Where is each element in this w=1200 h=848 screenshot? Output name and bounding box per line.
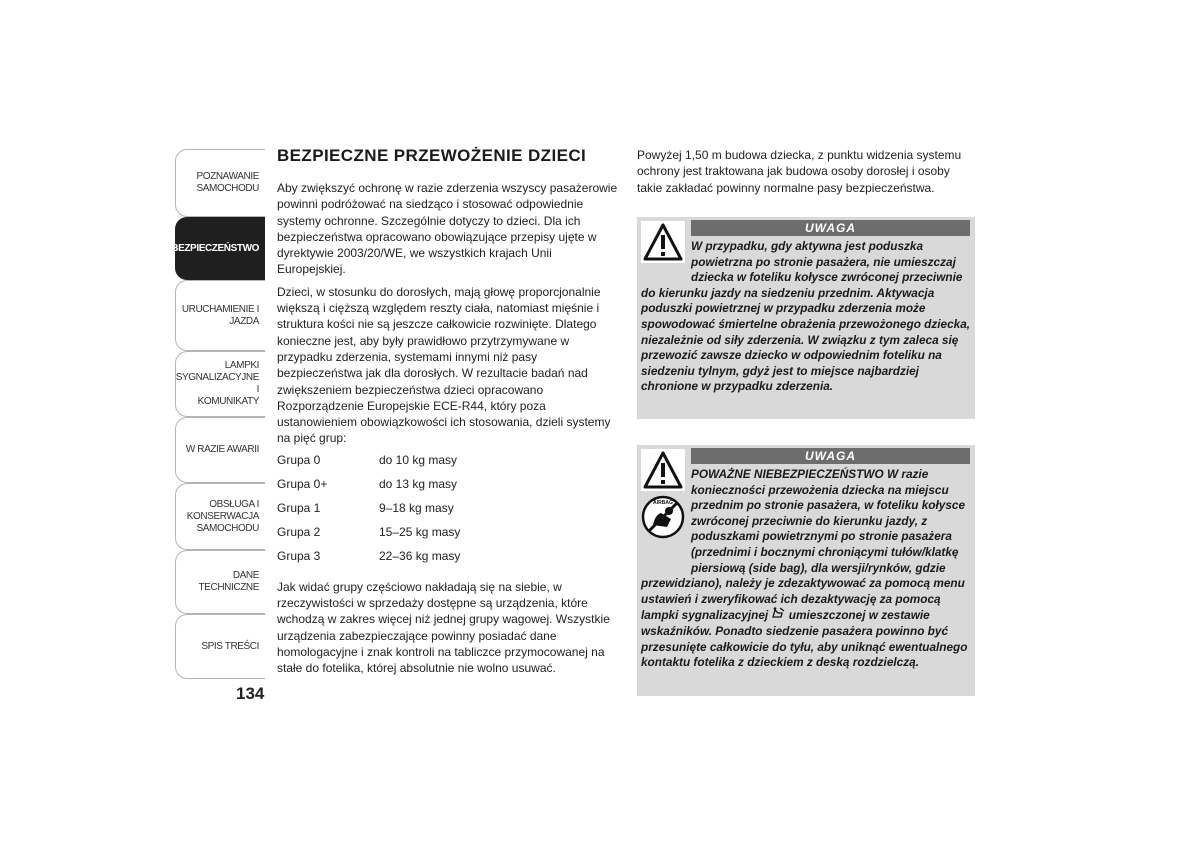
group-name: Grupa 0+ — [277, 476, 328, 491]
paragraph-children: Dzieci, w stosunku do dorosłych, mają głowę proporcjonalnie większą i cięższą względem reszty ciała, natomiast mięśnie i struktura kości nie są jeszcze całkowicie rozwinięte. Dlatego konieczne jest, aby były prawidłowo przytrzymywane w przypadku zderzenia, systemami innymi niż pasy bezpieczeństwa jak dla dorosłych. W rezultacie badań nad zwiększeniem bezpieczeństwa dzieci opracowano Rozporządzenie Europejskie ECE-R44, który poza ustanowieniem obowiązkowości ich stosowania, dzieli systemy na pięć grup: — [277, 284, 611, 446]
paragraph-groups-note: Jak widać grupy częściowo nakładają się na siebie, w rzeczywistości w sprzedaży dostępne są urządzenia, które wchodzą w zakres więcej niż jednej grupy wagowej. Wszystkie urządzenia zabezpieczające powinny posiadać dane homologacyjne i znak kontroli na tabliczce przymocowanej na stałe do fotelika, której absolutnie nie wolno usuwać. — [277, 579, 610, 676]
warning-text — [641, 467, 971, 671]
table-row — [277, 525, 619, 549]
airbag-icon-label: AIRBAG — [653, 500, 673, 506]
tab-label: POZNAWANIE SAMOCHODU — [196, 171, 259, 194]
warning-text-part: POWAŻNE NIEBEZPIECZEŃSTWO W razie konieczności przewożenia dziecka na miejscu przednim po stronie pasażera, w foteliku kołysce zwróconej przeciwnie do kierunku jazdy, z poduszkami powietrznymi po stronie pasażera (przednimi i bocznymi chroniącymi tułów/klatkę piersiową (side bag), dla wersji/rynków, gdzie przewidziano), należy je zdezaktywować za pomocą menu ustawień i zweryfikować ich dezaktywację za pomocą lampki sygnalizacyjnej — [641, 467, 966, 623]
table-row — [277, 501, 619, 525]
warning-triangle-icon — [641, 449, 685, 491]
weight-groups-table — [277, 453, 619, 573]
table-row — [277, 477, 619, 501]
group-range: 15–25 kg masy — [379, 524, 461, 539]
warning-triangle-icon — [641, 221, 685, 263]
warning-title: UWAGA — [691, 448, 970, 464]
tab-poznawanie-samochodu[interactable] — [175, 149, 265, 217]
warning-text-part: umieszczonej w zestawie wskaźników. Ponadto siedzenie pasażera powinno być przesunięte całkowicie do tyłu, aby uniknąć ewentualnego kontaktu fotelika z dzieckiem z deską rozdzielczą. — [641, 608, 968, 670]
tab-w-razie-awarii[interactable] — [175, 417, 265, 483]
main-column — [277, 146, 619, 683]
warning-text: W przypadku, gdy aktywna jest poduszka powietrzna po stronie pasażera, nie umieszczaj dziecka w foteliku kołysce zwróconej przeciwnie do kierunku jazdy na siedzeniu przednim. Aktywacja poduszki powietrznej w przypadku zderzenia może spowodować śmiertelne obrażenia przewożonego dziecka, niezależnie od siły zderzenia. W związku z tym zaleca się przewozić zawsze dziecko w odpowiednim foteliku na siedzeniu tylnym, gdyż jest to miejsce najbardziej chronione w przypadku zderzenia. — [641, 239, 971, 394]
tab-dane-techniczne[interactable] — [175, 550, 265, 614]
tab-label: LAMPKI SYGNALIZACYJNE I KOMUNIKATY — [175, 360, 259, 407]
warning-box — [637, 217, 975, 419]
tab-uruchamienie-i-jazda[interactable] — [175, 280, 265, 351]
chapter-sidebar — [171, 149, 265, 679]
warning-title: UWAGA — [691, 220, 970, 236]
group-range: do 10 kg masy — [379, 452, 458, 467]
passenger-airbag-off-icon — [771, 607, 785, 619]
tab-label: BEZPIECZEŃSTWO — [171, 242, 259, 254]
tab-label: OBSŁUGA I KONSERWACJA SAMOCHODU — [186, 498, 259, 534]
tab-label: W RAZIE AWARII — [185, 444, 259, 455]
table-row — [277, 453, 619, 477]
tab-spis-tresci[interactable] — [175, 614, 265, 679]
no-child-seat-airbag-icon — [641, 495, 685, 539]
tab-label: SPIS TREŚCI — [201, 640, 259, 652]
table-row — [277, 549, 619, 573]
tab-label: DANE TECHNICZNE — [198, 570, 259, 593]
tab-label: URUCHAMIENIE I JAZDA — [181, 303, 259, 327]
group-range: 22–36 kg masy — [379, 548, 461, 563]
tab-bezpieczenstwo[interactable] — [171, 217, 265, 280]
paragraph-intro: Aby zwiększyć ochronę w razie zderzenia wszyscy pasażerowie powinni podróżować na siedząco i stosować odpowiednie systemy ochronne. Szczególnie dotyczy to dzieci. Dla ich bezpieczeństwa opracowano obowiązujące przepisy ujęte w dyrektywie 2003/20/WE, we wszystkich krajach Unii Europejskiej. — [277, 181, 618, 277]
tab-obsluga-i-konserwacja[interactable] — [175, 483, 265, 550]
group-name: Grupa 1 — [277, 500, 321, 515]
group-name: Grupa 2 — [277, 524, 321, 539]
tab-lampki-sygnalizacyjne[interactable] — [175, 351, 265, 417]
warning-box — [637, 445, 975, 696]
group-name: Grupa 3 — [277, 548, 321, 563]
page-number: 134 — [236, 684, 265, 703]
group-range: 9–18 kg masy — [379, 500, 454, 515]
page-title: BEZPIECZNE PRZEWOŻENIE DZIECI — [277, 146, 587, 165]
paragraph-adult-height: Powyżej 1,50 m budowa dziecka, z punktu widzenia systemu ochrony jest traktowana jak budowa osoby dorosłej i osoby takie zakładać powinny normalne pasy bezpieczeństwa. — [637, 148, 962, 195]
side-column — [637, 147, 977, 196]
group-name: Grupa 0 — [277, 452, 321, 467]
group-range: do 13 kg masy — [379, 476, 458, 491]
